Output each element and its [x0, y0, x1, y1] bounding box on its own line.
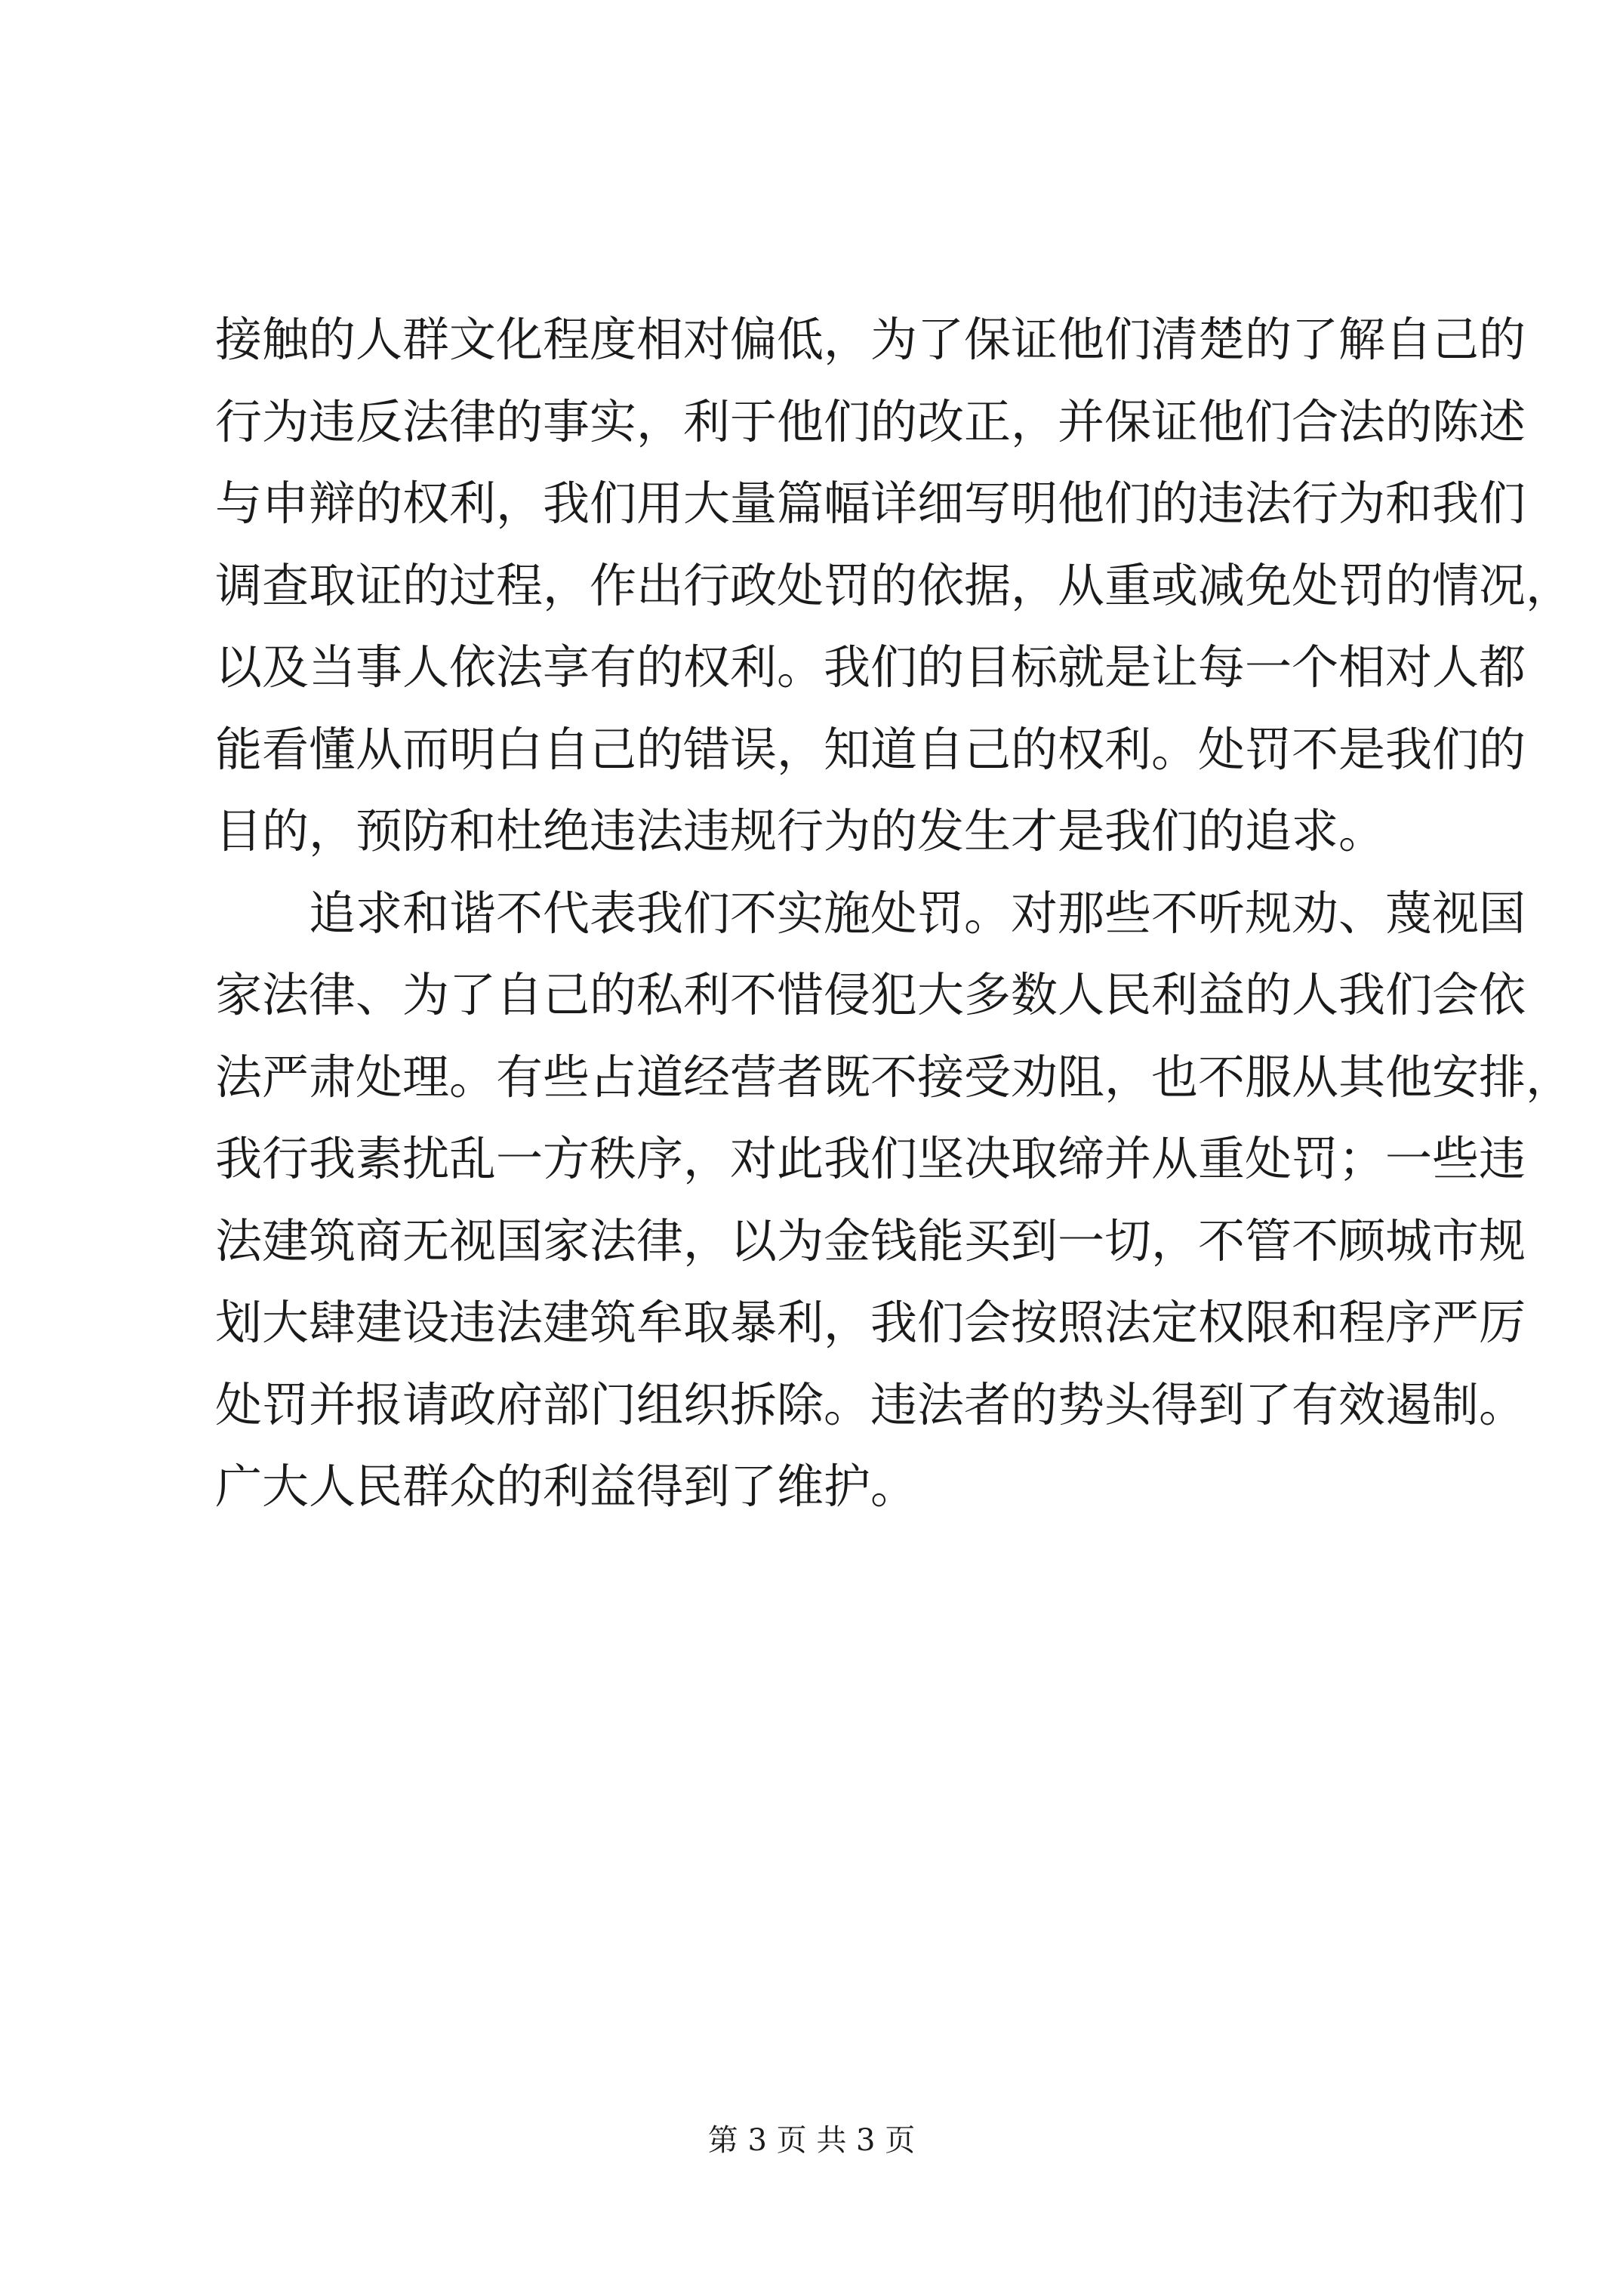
document-body — [215, 299, 1573, 1528]
text-line: 以及当事人依法享有的权利。我们的目标就是让每一个相对人都 — [215, 639, 1526, 695]
text-line: 追求和谐不代表我们不实施处罚。对那些不听规劝、蔑视国 — [309, 885, 1526, 941]
text-line: 能看懂从而明白自己的错误，知道自己的权利。处罚不是我们的 — [215, 721, 1526, 777]
text-line: 我行我素扰乱一方秩序，对此我们坚决取缔并从重处罚；一些违 — [215, 1131, 1526, 1186]
text-line: 目的，预防和杜绝违法违规行为的发生才是我们的追求。 — [215, 803, 1386, 858]
text-line: 家法律、为了自己的私利不惜侵犯大多数人民利益的人我们会依 — [215, 967, 1526, 1022]
text-line: 调查取证的过程，作出行政处罚的依据，从重或减免处罚的情况， — [215, 557, 1573, 613]
text-line: 广大人民群众的利益得到了维护。 — [215, 1459, 918, 1514]
paragraph-1 — [215, 299, 1573, 873]
text-line: 划大肆建设违法建筑牟取暴利，我们会按照法定权限和程序严厉 — [215, 1295, 1526, 1350]
paragraph-2 — [215, 873, 1573, 1528]
text-line: 法严肃处理。有些占道经营者既不接受劝阻，也不服从其他安排， — [215, 1049, 1573, 1105]
text-line: 法建筑商无视国家法律，以为金钱能买到一切，不管不顾城市规 — [215, 1213, 1526, 1268]
page-footer: 第 3 页 共 3 页 — [707, 2123, 916, 2158]
text-line: 接触的人群文化程度相对偏低，为了保证他们清楚的了解自己的 — [215, 312, 1526, 367]
text-line: 与申辩的权利，我们用大量篇幅详细写明他们的违法行为和我们 — [215, 476, 1526, 531]
text-line: 行为违反法律的事实，利于他们的改正，并保证他们合法的陈述 — [215, 393, 1526, 449]
text-line: 处罚并报请政府部门组织拆除。违法者的势头得到了有效遏制。 — [215, 1376, 1526, 1432]
